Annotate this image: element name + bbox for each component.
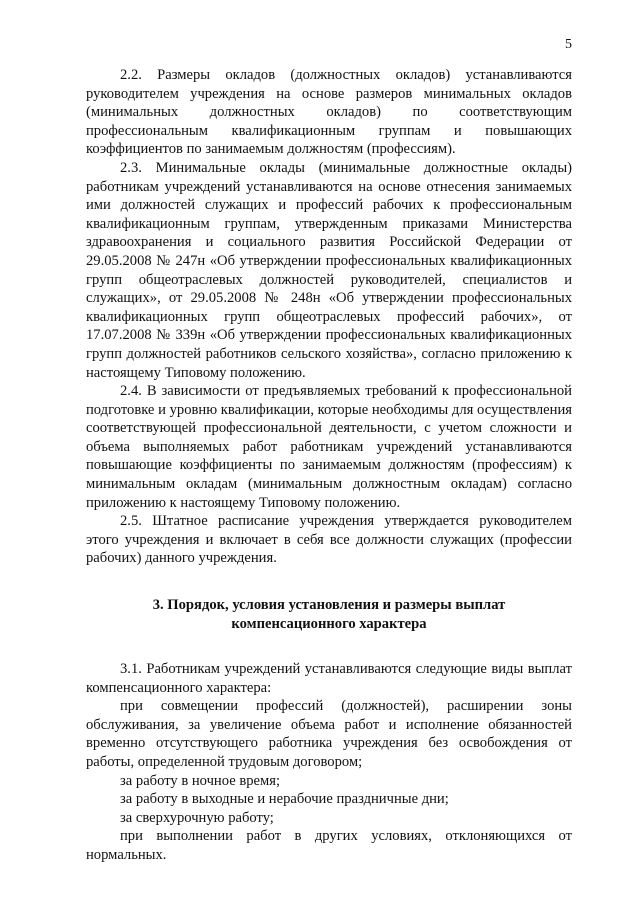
list-item-other-conditions: при выполнении работ в других условиях, отклоняющихся от нормальных.	[86, 828, 572, 863]
section-3-title	[86, 596, 572, 634]
list-item-overtime-work: за сверхурочную работу;	[120, 809, 274, 826]
section-3-title-line-2: компенсационного характера	[231, 616, 427, 633]
paragraph-3-1: 3.1. Работникам учреждений устанавливаются следующие виды выплат компенсационного характера:	[86, 661, 572, 696]
paragraph-2-5: 2.5. Штатное расписание учреждения утверждается руководителем этого учреждения и включает в себя все должности служащих (профессии рабочих) данного учреждения.	[86, 513, 572, 567]
list-item-combining-professions: при совмещении профессий (должностей), расширении зоны обслуживания, за увеличение объема работ и исполнение обязанностей временно отсутствующего работника учреждения без освобождения от работы, определенной трудовым договором;	[86, 698, 572, 770]
section-3-title-line-1: 3. Порядок, условия установления и размеры выплат	[152, 597, 506, 614]
list-item-holiday-work: за работу в выходные и нерабочие праздничные дни;	[120, 791, 449, 808]
list-item-night-work: за работу в ночное время;	[120, 772, 281, 789]
page-number: 5	[565, 37, 572, 52]
paragraph-2-2: 2.2. Размеры окладов (должностных окладов) устанавливаются руководителем учреждения на основе размеров минимальных окладов (минимальных должностных окладов) по соответствующим профессиональным квалификационным группам и повышающих коэффициентов по занимаемым должностям (профессиям).	[86, 67, 572, 158]
paragraph-2-3: 2.3. Минимальные оклады (минимальные должностные оклады) работникам учреждений устанавливаются на основе отнесения занимаемых ими должностей служащих и профессий рабочих к профессиональным квалификационным группам, утвержденным приказами Министерства здравоохранения и социального развития Российской Федерации от 29.05.2008 № 247н «Об утверждении профессиональных квалификационных групп общеотраслевых должностей руководителей, специалистов и служащих», от 29.05.2008 № 248н «Об утверждении профессиональных квалификационных групп общеотраслевых профессий рабочих», от 17.07.2008 № 339н «Об утверждении профессиональных квалификационных групп должностей работников сельского хозяйства», согласно приложению к настоящему Типовому положению.	[86, 159, 572, 381]
document-body	[86, 66, 572, 865]
paragraph-2-4: 2.4. В зависимости от предъявляемых требований к профессиональной подготовке и уровню квалификации, которые необходимы для осуществления соответствующей профессиональной деятельности, с учетом сложности и объема выполняемых работ работникам учреждений устанавливаются повышающие коэффициенты по занимаемым должностям (профессиям) к минимальным окладам (минимальным должностным окладам) согласно приложению к настоящему Типовому положению.	[86, 383, 572, 511]
